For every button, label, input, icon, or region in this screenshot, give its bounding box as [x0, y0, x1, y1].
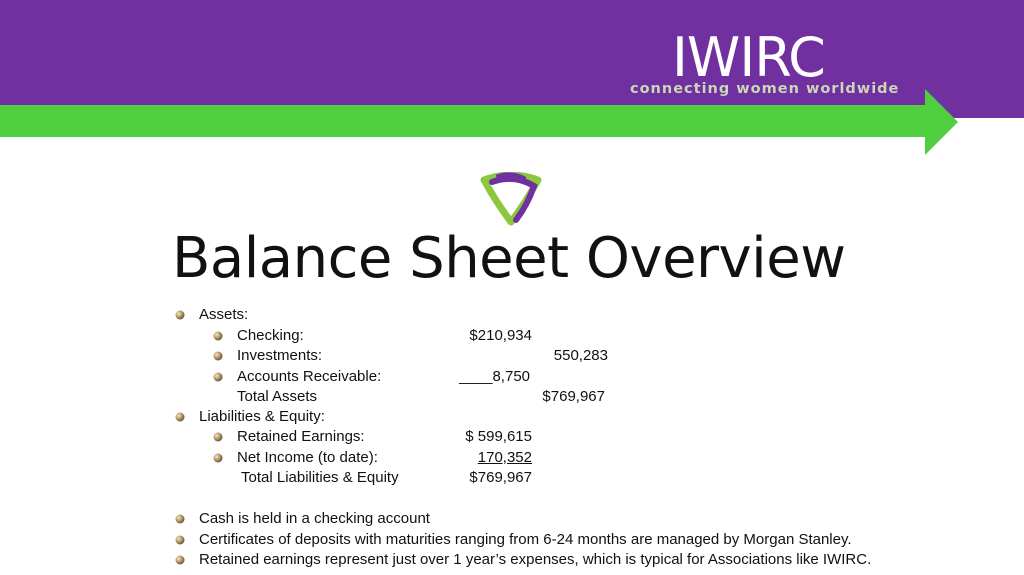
sphere-bullet-icon	[175, 514, 185, 524]
assets-heading: Assets:	[199, 306, 249, 323]
total-liabilities-label: Total Liabilities & Equity	[241, 469, 399, 486]
asset-amount-checking: $210,934	[469, 327, 532, 344]
green-arrow-banner	[0, 89, 960, 155]
sphere-bullet-icon	[175, 555, 185, 565]
asset-amount-receivable: ____8,750	[459, 368, 530, 385]
liabilities-heading: Liabilities & Equity:	[199, 408, 325, 425]
sphere-bullet-icon	[175, 310, 185, 320]
sphere-bullet-icon	[175, 412, 185, 422]
note-cash: Cash is held in a checking account	[199, 510, 430, 527]
sphere-bullet-icon	[213, 331, 223, 341]
sphere-bullet-icon	[213, 351, 223, 361]
note-retained-earnings: Retained earnings represent just over 1 year’s expenses, which is typical for Associations like IWIRC.	[199, 551, 872, 568]
asset-label-investments: Investments:	[237, 347, 323, 364]
asset-label-receivable: Accounts Receivable:	[237, 368, 382, 385]
liability-label-net-income: Net Income (to date):	[237, 449, 378, 466]
sphere-bullet-icon	[213, 372, 223, 382]
liability-amount-net-income: 170,352	[477, 449, 532, 466]
total-assets-amount: $769,967	[542, 388, 605, 405]
sphere-bullet-icon	[213, 432, 223, 442]
liability-amount-retained: $ 599,615	[465, 428, 532, 445]
note-certificates: Certificates of deposits with maturities ranging from 6-24 months are managed by Morgan Stanley.	[199, 531, 852, 548]
sphere-bullet-icon	[175, 535, 185, 545]
brand-tagline: connecting women worldwide	[630, 81, 900, 97]
brand-title: IWIRC	[672, 26, 825, 89]
total-liabilities-amount: $769,967	[469, 469, 532, 486]
slide-title: Balance Sheet Overview	[172, 226, 846, 291]
liability-label-retained: Retained Earnings:	[237, 428, 365, 445]
iwirc-triangle-logo-icon	[478, 172, 544, 226]
asset-label-checking: Checking:	[237, 327, 304, 344]
total-assets-label: Total Assets	[237, 388, 318, 405]
sphere-bullet-icon	[213, 453, 223, 463]
asset-amount-investments: 550,283	[553, 347, 608, 364]
